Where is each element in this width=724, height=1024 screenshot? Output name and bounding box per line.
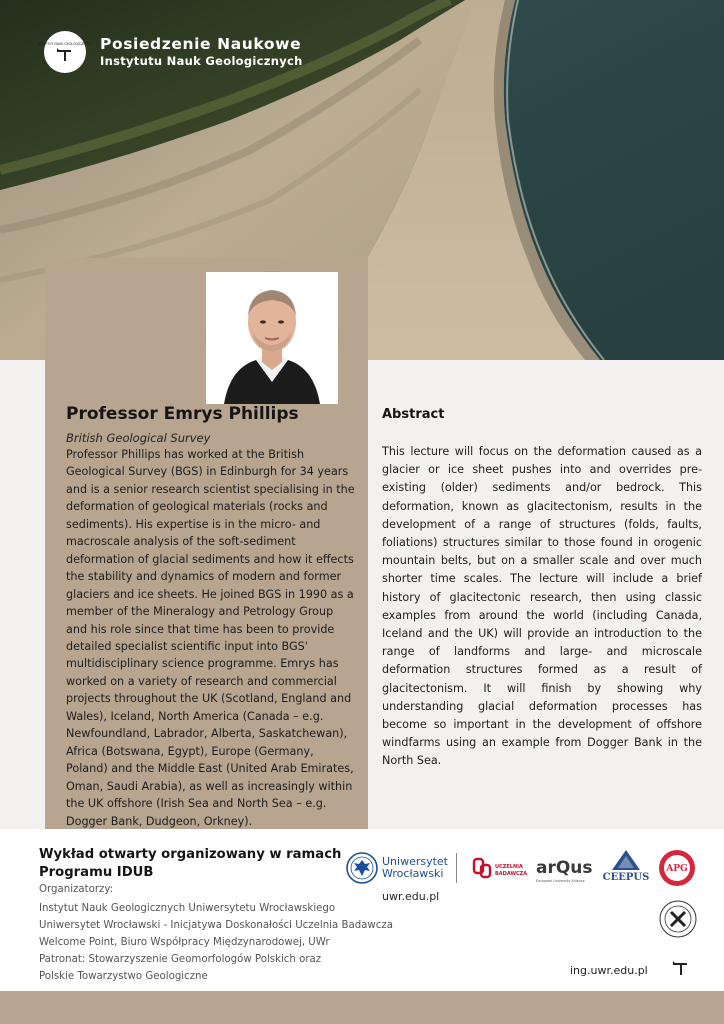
ceepus-logo <box>604 848 648 892</box>
organizer-item: Patronat: Stowarzyszenie Geomorfologów Polskich oraz <box>39 954 322 965</box>
ing-logo <box>37 31 93 73</box>
organizers-label: Organizatorzy: <box>39 884 114 895</box>
speaker-name: Professor Emrys Phillips <box>66 404 299 424</box>
organizers-list <box>39 900 393 985</box>
arqus-wordmark: arQus <box>536 858 593 878</box>
abstract-heading: Abstract <box>382 407 445 422</box>
bottom-bar <box>0 991 724 1024</box>
apg-logo <box>658 849 696 891</box>
footer-title: Wykład otwarty organizowany w ramach Programu IDUB <box>39 847 342 880</box>
arqus-tagline: European University Alliance <box>536 879 585 883</box>
event-title: Posiedzenie Naukowe <box>100 35 302 53</box>
organizer-item: Polskie Towarzystwo Geologiczne <box>39 971 208 982</box>
uwr-eagle-icon <box>346 852 378 884</box>
idub-icon <box>473 857 528 883</box>
uwr-logo <box>346 852 448 884</box>
ing-footer-logo <box>668 955 694 983</box>
idub-logo <box>473 857 528 887</box>
event-subtitle: Instytutu Nauk Geologicznych <box>100 54 303 68</box>
idub-line2: BADAWCZA <box>495 871 528 877</box>
brand-header <box>37 31 303 73</box>
organizer-item: Uniwersytet Wrocławski - Inicjatywa Doskonałości Uczelnia Badawcza <box>39 920 393 931</box>
apg-wordmark: APG <box>666 864 688 874</box>
logo-divider <box>456 853 457 883</box>
footer <box>0 829 724 991</box>
ceepus-wordmark: CEEPUS <box>602 872 650 883</box>
uwr-name-line2: Wrocławski <box>382 867 444 880</box>
idub-line1: UCZELNIA <box>495 864 523 870</box>
ptg-seal-icon <box>659 900 697 938</box>
uwr-name-line1: Uniwersytet <box>382 855 448 868</box>
speaker-portrait <box>206 272 338 404</box>
uwr-url[interactable]: uwr.edu.pl <box>382 890 440 903</box>
organizer-item: Instytut Nauk Geologicznych Uniwersytetu Wrocławskiego <box>39 903 336 914</box>
abstract-text: This lecture will focus on the deformation caused as a glacier or ice sheet pushes into and overrides pre-existing (older) sediments and/or bedrock. This deformation, known as glacitectonism, results in the development of a range of structures (folds, faults, foliations) structures similar to those found in orogenic mountain belts, but on a smaller scale and over much shorter time scales. The lecture will include a brief history of glacitectonic research, then using classic examples from around the world (including Canada, Iceland and the UK) will provide an introduction to the range of landforms and large- and microscale deformation structures formed as a result of glacitectonism. It will finish by showing why understanding glacial deformation processes has become so important in the development of offshore windfarms using an example from Dogger Bank in the North Sea. <box>382 445 702 768</box>
hammer-icon <box>37 39 93 65</box>
speaker-bio: Professor Phillips has worked at the British Geological Survey (BGS) in Edinburgh for 34 years and is a senior research scientist specialising in the deformation of geological materials (rocks and sediments). His expertise is in the micro- and macroscale analysis of the soft-sediment deformation of glacial sediments and how it effects the stability and dynamics of modern and former glaciers and ice sheets. He joined BGS in 1990 as a member of the Mineralogy and Petrology Group and his role since that time has been to provide detailed specialist scientific input into BGS' multidisciplinary science programme. Emrys has worked on a variety of research and commercial projects throughout the UK (Scotland, England and Wales), Iceland, North America (Canada – e.g. Newfoundland, Labrador, Alberta, Saskatchewan), Africa (Botswana, Egypt), Europe (Germany, Poland) and the Middle East (United Arab Emirates, Oman, Saudi Arabia), as well as increasingly within the UK offshore (Irish Sea and North Sea – e.g. Dogger Bank, Dudgeon, Orkney). <box>66 448 355 828</box>
speaker-panel <box>45 258 368 829</box>
arqus-logo <box>536 855 596 889</box>
hammer-icon <box>668 955 694 979</box>
ptg-seal-logo <box>659 900 697 942</box>
speaker-affiliation: British Geological Survey <box>66 431 211 445</box>
ing-url[interactable]: ing.uwr.edu.pl <box>570 964 648 977</box>
svg-text:INSTYTUT NAUK GEOLOGICZNYCH: INSTYTUT NAUK GEOLOGICZNYCH <box>37 42 93 46</box>
organizer-item: Welcome Point, Biuro Współpracy Międzynarodowej, UWr <box>39 937 330 948</box>
